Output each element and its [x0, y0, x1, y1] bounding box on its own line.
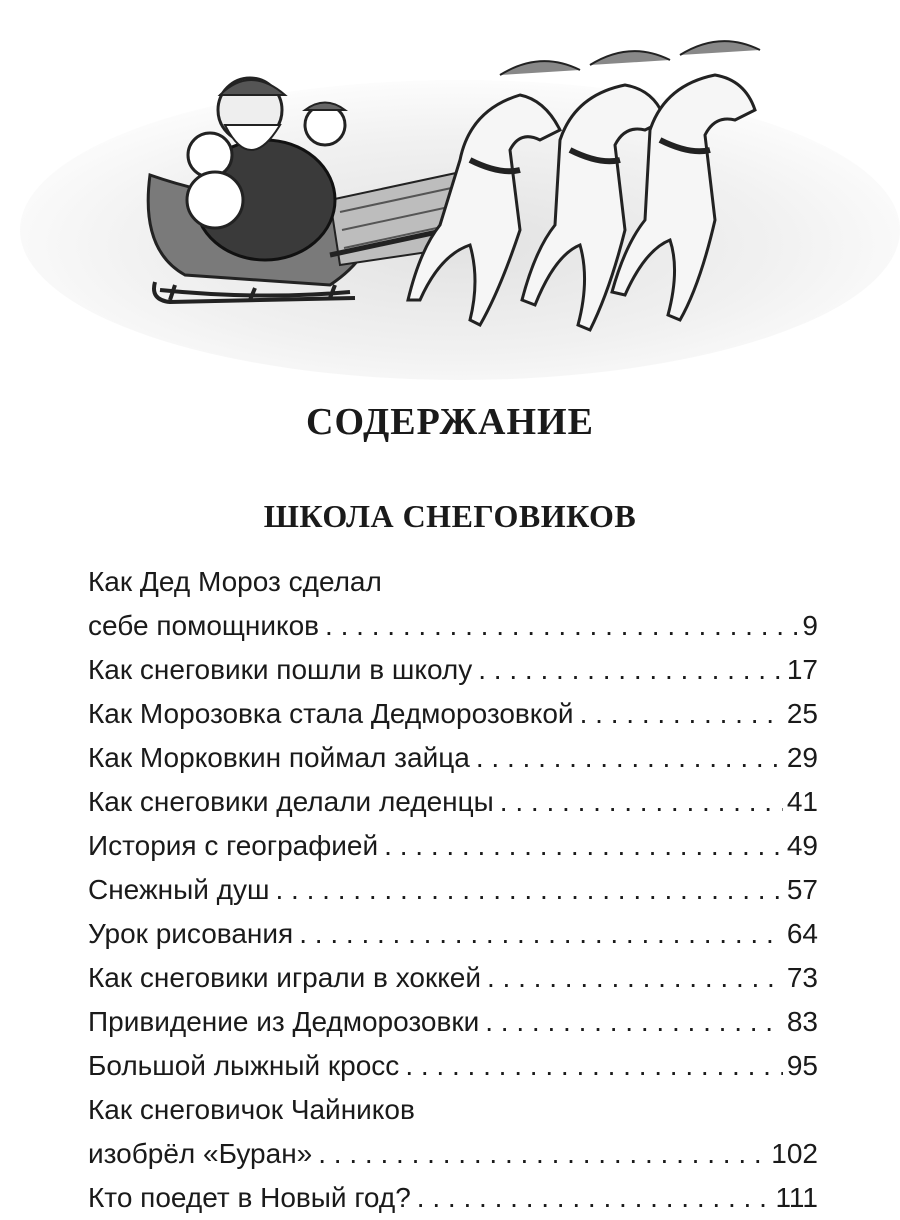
- toc-entry[interactable]: [88, 692, 818, 736]
- toc-entry[interactable]: [88, 780, 818, 824]
- toc-line: [88, 780, 818, 824]
- toc-line: [88, 560, 818, 604]
- toc-entry[interactable]: [88, 736, 818, 780]
- toc-line: [88, 956, 818, 1000]
- toc-page-number: 25: [786, 698, 818, 729]
- toc-line: [88, 1000, 818, 1044]
- toc-entry[interactable]: [88, 1088, 818, 1176]
- toc-page-number: 9: [802, 610, 818, 641]
- toc-entry[interactable]: [88, 912, 818, 956]
- toc-leader-dots: [470, 736, 783, 780]
- toc-entry-title: История с географией: [88, 830, 379, 861]
- toc-entry[interactable]: [88, 1000, 818, 1044]
- section-title: ШКОЛА СНЕГОВИКОВ: [263, 498, 637, 534]
- toc-entry-title: Как снеговики пошли в школу: [88, 654, 473, 685]
- toc-line: [88, 692, 818, 736]
- toc-leader-dots: [319, 604, 798, 648]
- toc-leader-dots: [494, 780, 783, 824]
- toc-entry-title: Большой лыжный кросс: [88, 1050, 400, 1081]
- toc-entry[interactable]: [88, 868, 818, 912]
- toc-line: [88, 868, 818, 912]
- toc-entry-title: Привидение из Дедморозовки: [88, 1006, 480, 1037]
- toc-line: [88, 736, 818, 780]
- toc-leader-dots: [293, 912, 783, 956]
- toc-page-number: 17: [786, 654, 818, 685]
- toc-line: [88, 648, 818, 692]
- toc-page-number: 95: [786, 1050, 818, 1081]
- toc-page-number: 64: [786, 918, 818, 949]
- toc-line: [88, 1176, 818, 1220]
- toc-line: [88, 824, 818, 868]
- troika-sleigh-illustration-icon: [0, 0, 900, 385]
- toc-leader-dots: [399, 1044, 783, 1088]
- toc-entry[interactable]: [88, 956, 818, 1000]
- toc-leader-dots: [481, 956, 783, 1000]
- toc-page-number: 29: [786, 742, 818, 773]
- toc-entry-title: изобрёл «Буран»: [88, 1138, 313, 1169]
- toc-entry-title: Как снеговики играли в хоккей: [88, 962, 481, 993]
- toc-page-number: 41: [786, 786, 818, 817]
- toc-entry[interactable]: [88, 1044, 818, 1088]
- toc-leader-dots: [312, 1132, 767, 1176]
- toc-entry[interactable]: [88, 824, 818, 868]
- toc-entry[interactable]: [88, 560, 818, 648]
- toc-leader-dots: [411, 1176, 772, 1220]
- toc-entry-title: Как Дед Мороз сделал: [88, 566, 382, 597]
- toc-entry-title: Как снеговичок Чайников: [88, 1094, 415, 1125]
- toc-page-number: 102: [771, 1138, 818, 1169]
- toc-leader-dots: [378, 824, 783, 868]
- toc-leader-dots: [472, 648, 783, 692]
- toc-leader-dots: [479, 1000, 783, 1044]
- toc-page-number: 57: [786, 874, 818, 905]
- toc-entry-title: Кто поедет в Новый год?: [88, 1182, 411, 1213]
- toc-page-number: 83: [786, 1006, 818, 1037]
- toc-entry[interactable]: [88, 648, 818, 692]
- toc-line: [88, 1132, 818, 1176]
- toc-entry-title: Как Морозовка стала Дедморозовкой: [88, 698, 574, 729]
- toc-entry-title: Урок рисования: [88, 918, 294, 949]
- toc-entry-title: Как Морковкин поймал зайца: [88, 742, 470, 773]
- troika-sleigh-illustration: [0, 0, 900, 385]
- toc-entry-title: Снежный душ: [88, 874, 270, 905]
- toc-leader-dots: [269, 868, 782, 912]
- toc-line: [88, 1088, 818, 1132]
- table-of-contents: [88, 560, 818, 1220]
- toc-entry-title: Как снеговики делали леденцы: [88, 786, 494, 817]
- toc-page-number: 73: [786, 962, 818, 993]
- toc-line: [88, 1044, 818, 1088]
- toc-entry-title: себе помощников: [88, 610, 320, 641]
- toc-line: [88, 912, 818, 956]
- toc-line: [88, 604, 818, 648]
- toc-page-number: 111: [775, 1182, 818, 1213]
- toc-leader-dots: [574, 692, 783, 736]
- toc-entry[interactable]: [88, 1176, 818, 1220]
- page-title: СОДЕРЖАНИЕ: [306, 401, 594, 443]
- toc-page-number: 49: [786, 830, 818, 861]
